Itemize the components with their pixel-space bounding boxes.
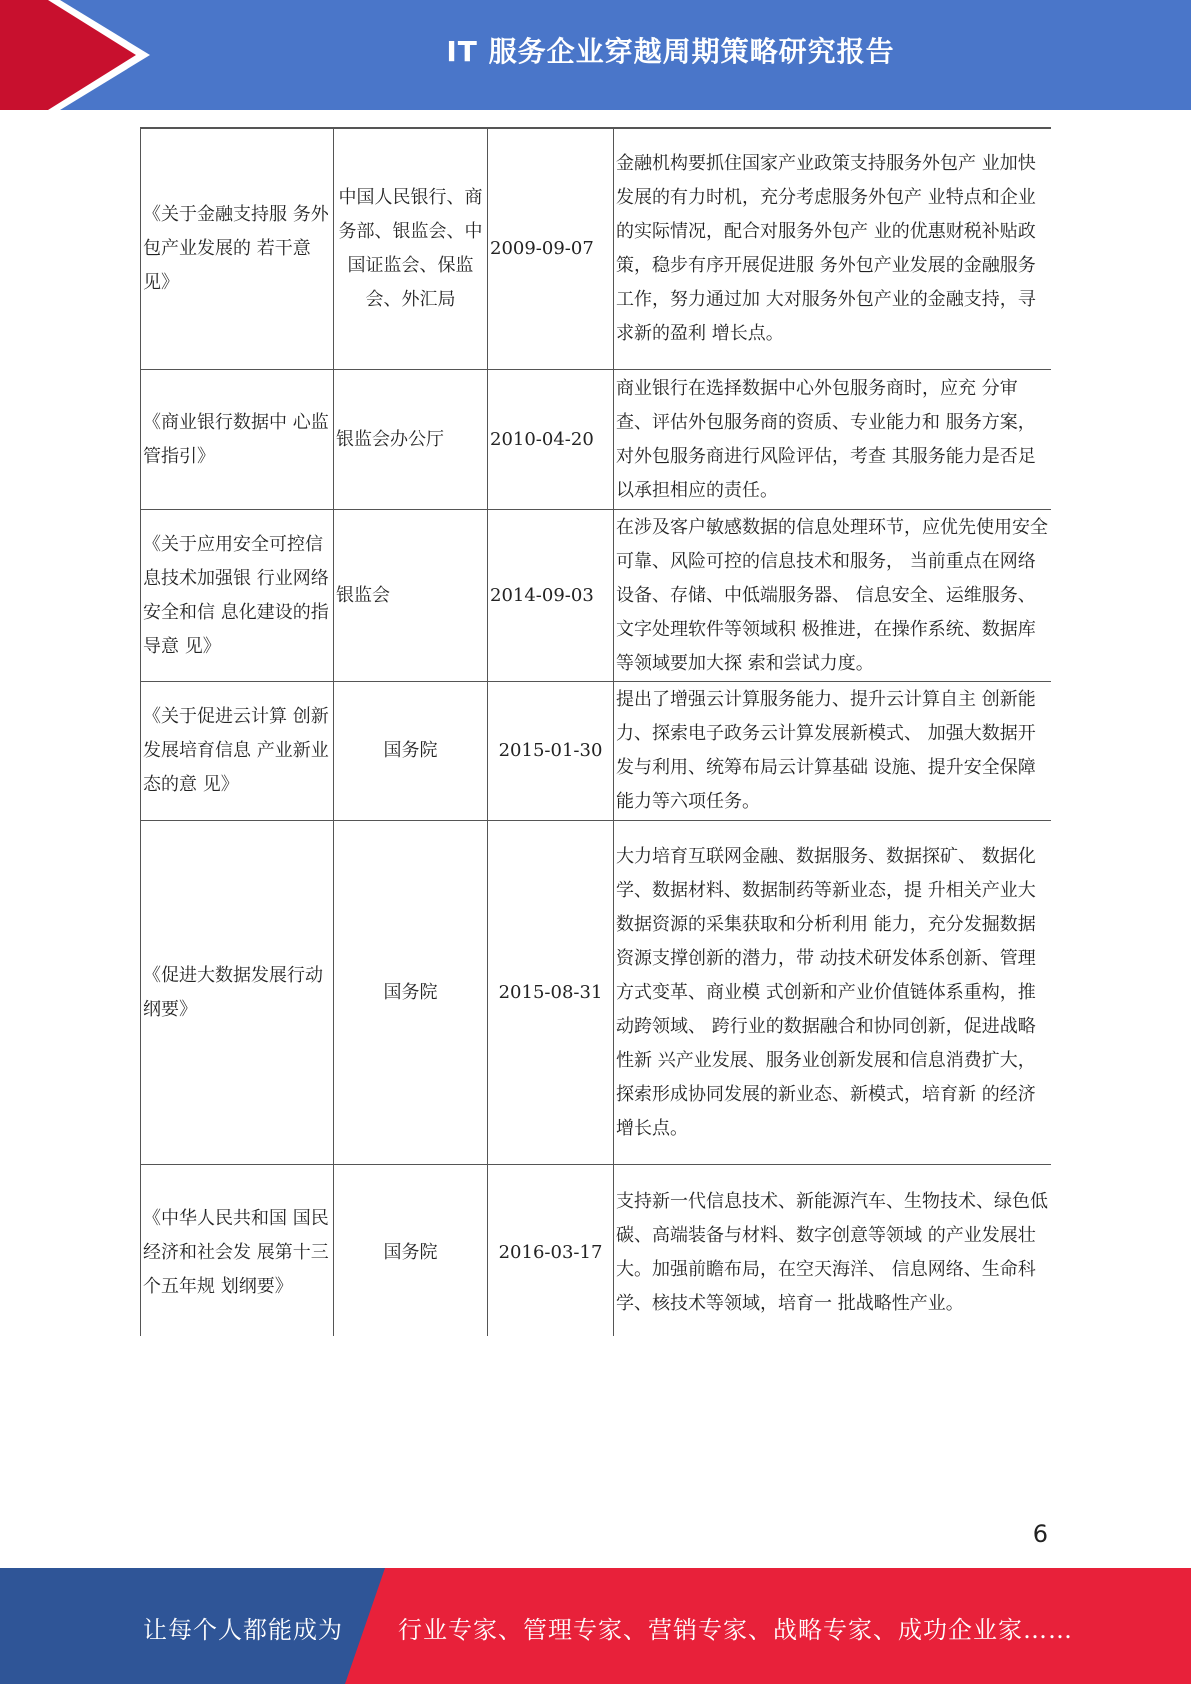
date-cell: 2015-08-31 [488,821,614,1165]
content-cell: 在涉及客户敏感数据的信息处理环节，应优先使用安全可靠、风险可控的信息技术和服务， 当前重点在网络设备、存储、中低端服务器、 信息安全、运维服务、文字处理软件等领域积 极推进，在操作系统、数据库等领域要加大探 索和尝试力度。 [614,510,1052,682]
page-footer [0,1568,1191,1684]
footer-slogan-left: 让每个人都能成为 [143,1616,343,1644]
issuer-cell: 银监会 [334,510,488,682]
date-cell: 2015-01-30 [488,682,614,821]
policy-name-cell: 《关于促进云计算 创新发展培育信息 产业新业态的意 见》 [141,682,334,821]
date-cell: 2014-09-03 [488,510,614,682]
issuer-cell: 银监会办公厅 [334,370,488,510]
page-number: 6 [1032,1520,1048,1548]
policy-name-cell: 《关于应用安全可控信息技术加强银 行业网络安全和信 息化建设的指导意 见》 [141,510,334,682]
content-cell: 大力培育互联网金融、数据服务、数据探矿、 数据化学、数据材料、数据制药等新业态，提 升相关产业大数据资源的采集获取和分析利用 能力，充分发掘数据资源支撑创新的潜力，带 动技术研发体系创新、管理方式变革、商业模 式创新和产业价值链体系重构，推动跨领域、 跨行业的数据融合和协同创新，促进战略性新 兴产业发展、服务业创新发展和信息消费扩大， 探索形成协同发展的新业态、新模式，培育新 的经济增长点。 [614,821,1052,1165]
content-cell: 支持新一代信息技术、新能源汽车、生物技术、绿色低碳、高端装备与材料、数字创意等领域 的产业发展壮大。加强前瞻布局，在空天海洋、 信息网络、生命科学、核技术等领域，培育一 批战略性产业。 [614,1165,1052,1337]
policy-name-cell: 《关于金融支持服 务外包产业发展的 若干意见》 [141,129,334,370]
issuer-cell: 国务院 [334,821,488,1165]
content-cell: 金融机构要抓住国家产业政策支持服务外包产 业加快发展的有力时机，充分考虑服务外包产 业特点和企业的实际情况，配合对服务外包产 业的优惠财税补贴政策，稳步有序开展促进服 务外包产业发展的金融服务工作，努力通过加 大对服务外包产业的金融支持，寻求新的盈利 增长点。 [614,129,1052,370]
table-row [141,510,1052,682]
issuer-cell: 国务院 [334,1165,488,1337]
date-cell: 2010-04-20 [488,370,614,510]
table-row [141,682,1052,821]
issuer-cell: 中国人民银行、商务部、银监会、中国证监会、保监会、外汇局 [334,129,488,370]
report-title: IT 服务企业穿越周期策略研究报告 [446,35,895,68]
policy-name-cell: 《中华人民共和国 国民经济和社会发 展第十三个五年规 划纲要》 [141,1165,334,1337]
table-row [141,129,1052,370]
policy-name-cell: 《促进大数据发展行动纲要》 [141,821,334,1165]
content-cell: 提出了增强云计算服务能力、提升云计算自主 创新能力、探索电子政务云计算发展新模式、 加强大数据开发与利用、统筹布局云计算基础 设施、提升安全保障能力等六项任务。 [614,682,1052,821]
footer-slogan-right: 行业专家、管理专家、营销专家、战略专家、成功企业家…… [398,1616,1073,1644]
table-row [141,370,1052,510]
issuer-cell: 国务院 [334,682,488,821]
policy-name-cell: 《商业银行数据中 心监管指引》 [141,370,334,510]
policy-table [140,127,1051,1336]
date-cell: 2009-09-07 [488,129,614,370]
table-row [141,821,1052,1165]
date-cell: 2016-03-17 [488,1165,614,1337]
content-cell: 商业银行在选择数据中心外包服务商时，应充 分审查、评估外包服务商的资质、专业能力和 服务方案，对外包服务商进行风险评估，考查 其服务能力是否足以承担相应的责任。 [614,370,1052,510]
page-header [0,0,1191,110]
table-row [141,1165,1052,1337]
